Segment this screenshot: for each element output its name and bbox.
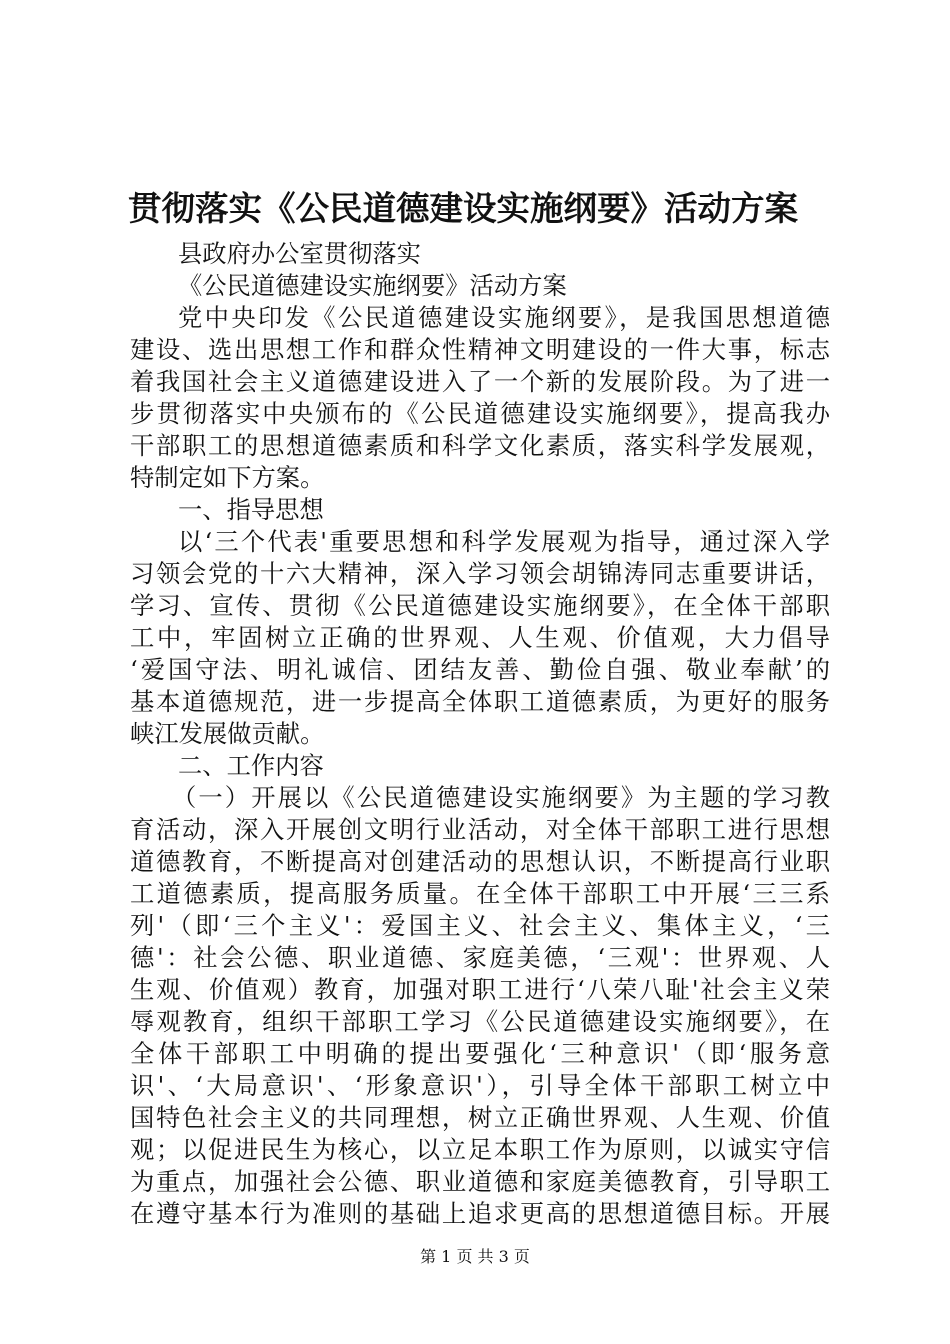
paragraph-line: 识'、‘大局意识'、‘形象意识'），引导全体干部职工树立中 (130, 1071, 830, 1100)
paragraph-line: 全体干部职工中明确的提出要强化‘三种意识'（即‘服务意 (130, 1039, 830, 1068)
paragraph-line: 辱观教育，组织干部职工学习《公民道德建设实施纲要》，在 (130, 1007, 830, 1036)
paragraph-line: 观；以促进民生为核心，以立足本职工作为原则，以诚实守信 (130, 1135, 830, 1164)
paragraph-line: 在遵守基本行为准则的基础上追求更高的思想道德目标。开展 (130, 1199, 830, 1228)
paragraph-line: 为重点，加强社会公德、职业道德和家庭美德教育，引导职工 (130, 1167, 830, 1196)
paragraph-line: 道德教育，不断提高对创建活动的思想认识，不断提高行业职 (130, 847, 830, 876)
paragraph-line: 习领会党的十六大精神，深入学习领会胡锦涛同志重要讲话， (130, 559, 830, 588)
document-body (130, 238, 830, 1230)
paragraph-line: ‘爱国守法、明礼诚信、团结友善、勤俭自强、敬业奉献’的 (130, 655, 830, 684)
paragraph-line: 党中央印发《公民道德建设实施纲要》，是我国思想道德 (178, 303, 830, 332)
paragraph-line: 国特色社会主义的共同理想，树立正确世界观、人生观、价值 (130, 1103, 830, 1132)
paragraph-line: 步贯彻落实中央颁布的《公民道德建设实施纲要》，提高我办 (130, 399, 830, 428)
paragraph-line: 列'（即‘三个主义'：爱国主义、社会主义、集体主义，‘三 (130, 911, 830, 940)
paragraph-line: 工道德素质，提高服务质量。在全体干部职工中开展‘三三系 (130, 879, 830, 908)
document-title: 贯彻落实《公民道德建设实施纲要》活动方案 (128, 189, 798, 228)
section-heading-work-content: 二、工作内容 (178, 751, 324, 780)
paragraph-line: 以‘三个代表'重要思想和科学发展观为指导，通过深入学 (178, 527, 830, 556)
paragraph-line: 着我国社会主义道德建设进入了一个新的发展阶段。为了进一 (130, 367, 830, 396)
paragraph-line: （一）开展以《公民道德建设实施纲要》为主题的学习教 (172, 783, 830, 812)
paragraph-line: 德'：社会公德、职业道德、家庭美德，‘三观'：世界观、人 (130, 943, 830, 972)
paragraph-line: 基本道德规范，进一步提高全体职工道德素质，为更好的服务 (130, 687, 830, 716)
paragraph-line: 学习、宣传、贯彻《公民道德建设实施纲要》，在全体干部职 (130, 591, 830, 620)
page-number: 第 1 页 共 3 页 (420, 1247, 530, 1266)
paragraph-line: 特制定如下方案。 (130, 463, 325, 492)
paragraph-line: 建设、选出思想工作和群众性精神文明建设的一件大事，标志 (130, 335, 830, 364)
section-heading-guiding-thought: 一、指导思想 (178, 495, 324, 524)
paragraph-line: 工中，牢固树立正确的世界观、人生观、价值观，大力倡导 (130, 623, 830, 652)
paragraph-line: 生观、价值观）教育，加强对职工进行‘八荣八耻'社会主义荣 (130, 975, 830, 1004)
subtitle-line-2: 《公民道德建设实施纲要》活动方案 (178, 271, 567, 300)
subtitle-line-1: 县政府办公室贯彻落实 (178, 239, 421, 268)
paragraph-line: 干部职工的思想道德素质和科学文化素质，落实科学发展观， (130, 431, 830, 460)
paragraph-line: 育活动，深入开展创文明行业活动，对全体干部职工进行思想 (130, 815, 830, 844)
paragraph-line: 峡江发展做贡献。 (130, 719, 325, 748)
